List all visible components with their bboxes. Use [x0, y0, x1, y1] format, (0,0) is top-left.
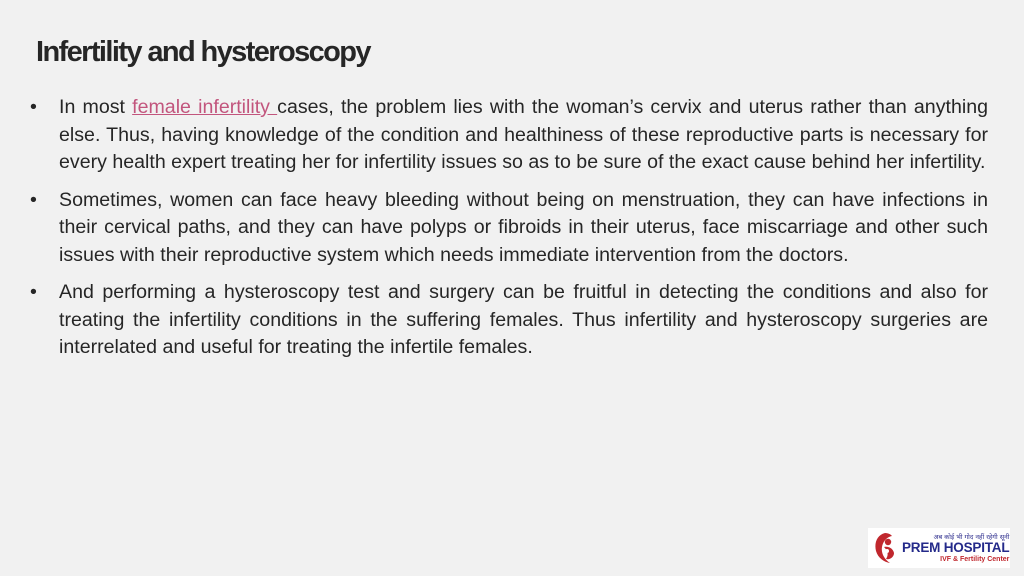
bullet-item-1	[30, 94, 988, 177]
mother-child-logo-icon	[872, 531, 898, 565]
bullet-1-text-after: cases, the problem lies with the woman’s cervix and uterus rather than anything else. Thus, having knowledge of the condition and healthiness of these reproductive parts is necessary for every health expert treating her for infertility issues so as to be sure of the exact cause behind her infertility.	[59, 96, 988, 173]
bullet-item-2	[30, 187, 988, 270]
slide-title: Infertility and hysteroscopy	[36, 36, 370, 68]
logo-name: PREM HOSPITAL	[902, 540, 1010, 555]
logo-subtitle: IVF & Fertility Center	[940, 555, 1010, 563]
logo-text	[902, 534, 1009, 563]
bullet-1-text-before: In most	[59, 96, 133, 118]
prem-hospital-logo	[868, 528, 1010, 568]
bullet-list	[30, 94, 988, 372]
bullet-icon: •	[30, 188, 37, 211]
bullet-2-text: Sometimes, women can face heavy bleeding without being on menstruation, they can have infections in their cervical paths, and they can have polyps or fibroids in their uterus, face miscarriage and other such issues with their reproductive system which needs immediate intervention from the doctors.	[59, 188, 988, 266]
bullet-icon: •	[30, 96, 37, 118]
bullet-3-text: And performing a hysteroscopy test and surgery can be fruitful in detecting the conditions and also for treating the infertility conditions in the suffering females. Thus infertility and hysteroscopy surgeries are interrelated and useful for treating the infertile females.	[59, 281, 988, 358]
logo-tagline: अब कोई भी गोद नहीं रहेगी सूनी	[933, 532, 1010, 541]
bullet-item-3	[30, 279, 988, 362]
female-infertility-link[interactable]: female infertility	[132, 96, 278, 118]
bullet-icon: •	[30, 281, 37, 303]
